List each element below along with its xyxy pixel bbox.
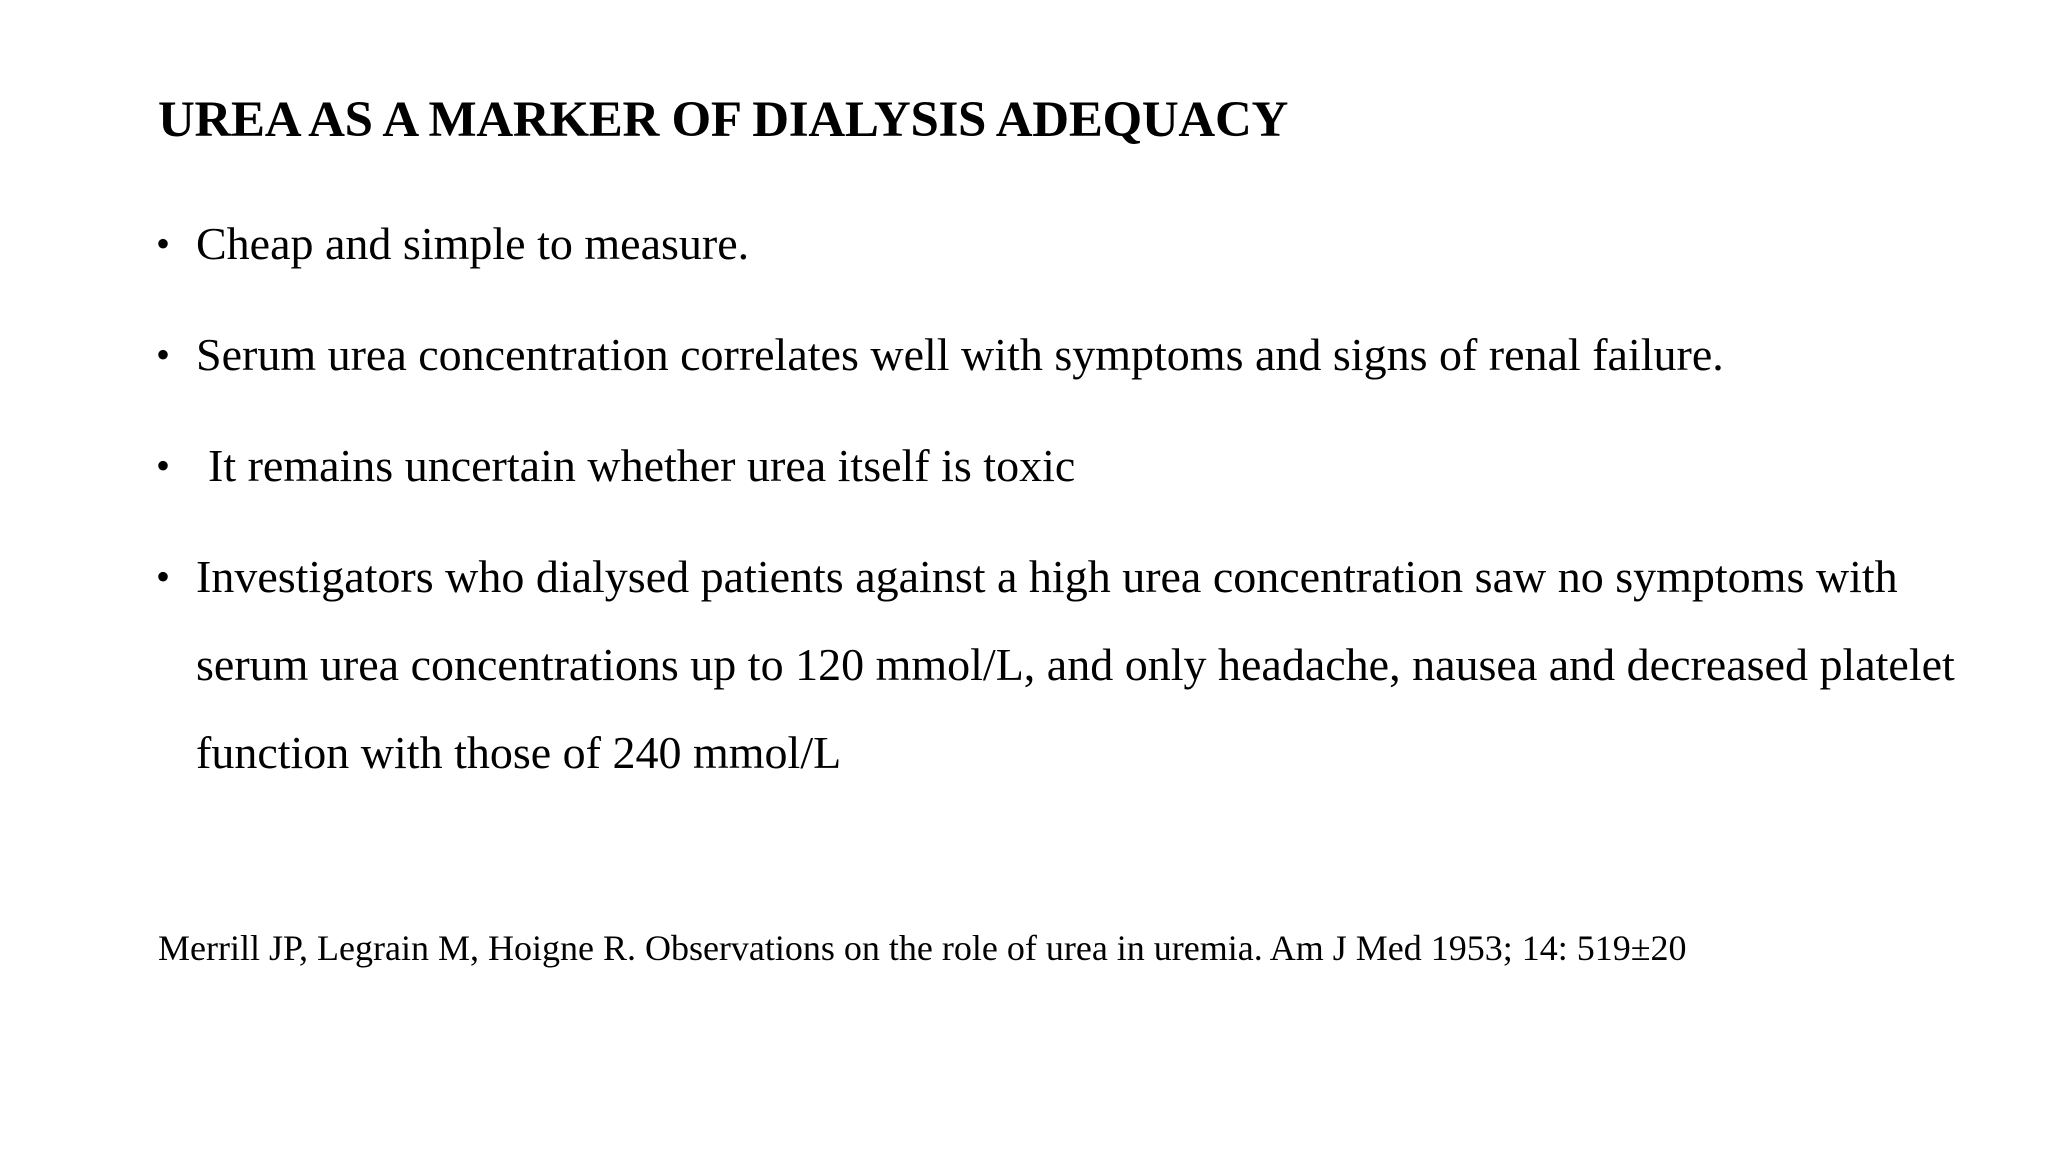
bullet-dot-icon: • [156, 221, 171, 266]
bullet-list [156, 200, 1956, 820]
bullet-text: Investigators who dialysed patients against a high urea concentration saw no symptoms with serum urea concentrations up to 120 mmol/L, and only headache, nausea and decreased platelet function with those of 240 mmol/L [196, 551, 1955, 778]
citation: Merrill JP, Legrain M, Hoigne R. Observations on the role of urea in uremia. Am J Med 1953; 14: 519±20 [158, 928, 1687, 968]
bullet-item [156, 533, 1956, 797]
bullet-dot-icon: • [156, 554, 171, 599]
slide-title: UREA AS A MARKER OF DIALYSIS ADEQUACY [158, 92, 1289, 148]
bullet-item [156, 311, 1956, 399]
bullet-text: Serum urea concentration correlates well with symptoms and signs of renal failure. [196, 329, 1724, 380]
bullet-dot-icon: • [156, 443, 171, 488]
bullet-text: Cheap and simple to measure. [196, 218, 750, 269]
bullet-item [156, 200, 1956, 288]
bullet-item [156, 422, 1956, 510]
bullet-dot-icon: • [156, 332, 171, 377]
bullet-text: It remains uncertain whether urea itself is toxic [208, 440, 1076, 491]
